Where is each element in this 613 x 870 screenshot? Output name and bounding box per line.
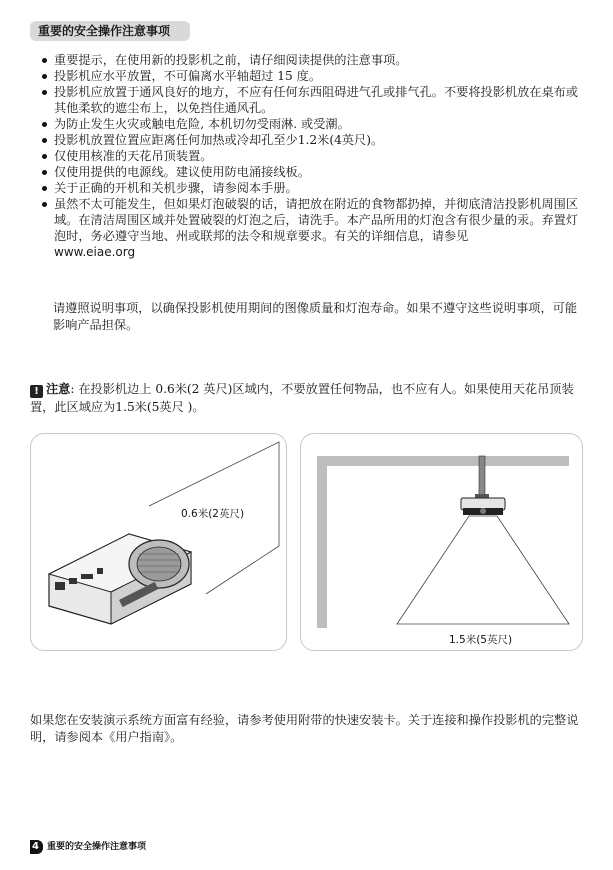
note-label: 注意 bbox=[46, 382, 71, 396]
bullet-item: 为防止发生火灾或触电危险, 本机切勿受雨淋. 或受潮。 bbox=[42, 116, 587, 132]
bullet-item: 仅使用提供的电源线。建议使用防电涌接线板。 bbox=[42, 164, 587, 180]
note-paragraph bbox=[30, 380, 590, 416]
bullet-item: 仅使用核准的天花吊顶装置。 bbox=[42, 148, 587, 164]
ceiling-mount-pole bbox=[479, 456, 485, 498]
bullet-item: 投影机应水平放置，不可偏离水平轴超过 15 度。 bbox=[42, 68, 587, 84]
warning-icon: ! bbox=[30, 385, 43, 398]
clearance-cone bbox=[397, 516, 569, 624]
section-title: 重要的安全操作注意事项 bbox=[30, 21, 190, 41]
projector-desktop-illustration bbox=[31, 434, 286, 650]
page-footer bbox=[30, 840, 146, 854]
bullet-item: 投影机放置位置应距离任何加热或冷却孔至少1.2米(4英尺)。 bbox=[42, 132, 587, 148]
bullet-item: 投影机应放置于通风良好的地方，不应有任何东西阻碍进气孔或排气孔。不要将投影机放在桌布或其他柔软的遮尘布上，以免挡住通风孔。 bbox=[42, 84, 587, 116]
bullet-item: 关于正确的开机和关机步骤，请参阅本手册。 bbox=[42, 180, 587, 196]
projector-icon bbox=[49, 534, 191, 624]
footer-title: 重要的安全操作注意事项 bbox=[46, 842, 146, 852]
note-text: : 在投影机边上 0.6米(2 英尺)区域内，不要放置任何物品，也不应有人。如果使用天花吊顶装置，此区域应为1.5米(5英尺 )。 bbox=[30, 382, 574, 414]
bullet-item: 重要提示，在使用新的投影机之前，请仔细阅读提供的注意事项。 bbox=[42, 52, 587, 68]
projector-icon bbox=[461, 498, 505, 515]
closing-paragraph: 如果您在安装演示系统方面富有经验，请参考使用附带的快速安装卡。关于连接和操作投影机的完整说明，请参阅本《用户指南》。 bbox=[30, 713, 579, 744]
safety-bullet-list bbox=[42, 52, 587, 260]
instruction-paragraph: 请遵照说明事项，以确保投影机使用期间的图像质量和灯泡寿命。如果不遵守这些说明事项，可能影响产品担保。 bbox=[53, 301, 578, 332]
eiae-link[interactable]: www.eiae.org bbox=[54, 245, 136, 259]
clearance-label-ceiling: 1.5米(5英尺) bbox=[449, 634, 513, 646]
bullet-text: 虽然不太可能发生，但如果灯泡破裂的话，请把放在附近的食物都扔掉，并彻底清洁投影机周围区域。在清洁周围区域并处置破裂的灯泡之后，请洗手。本产品所用的灯泡含有很少量的汞。弃置灯泡时，务必遵守当地、州或联邦的法令和规章要求。有关的详细信息，请参见 bbox=[54, 197, 579, 243]
clearance-label-desktop: 0.6米(2英尺) bbox=[181, 508, 245, 520]
page-number: 4 bbox=[30, 840, 43, 854]
figure-ceiling-clearance bbox=[300, 433, 583, 651]
bullet-item-last bbox=[42, 196, 587, 260]
ceiling-wall bbox=[317, 456, 569, 628]
figure-desktop-clearance bbox=[30, 433, 287, 651]
projector-ceiling-illustration bbox=[301, 434, 582, 650]
